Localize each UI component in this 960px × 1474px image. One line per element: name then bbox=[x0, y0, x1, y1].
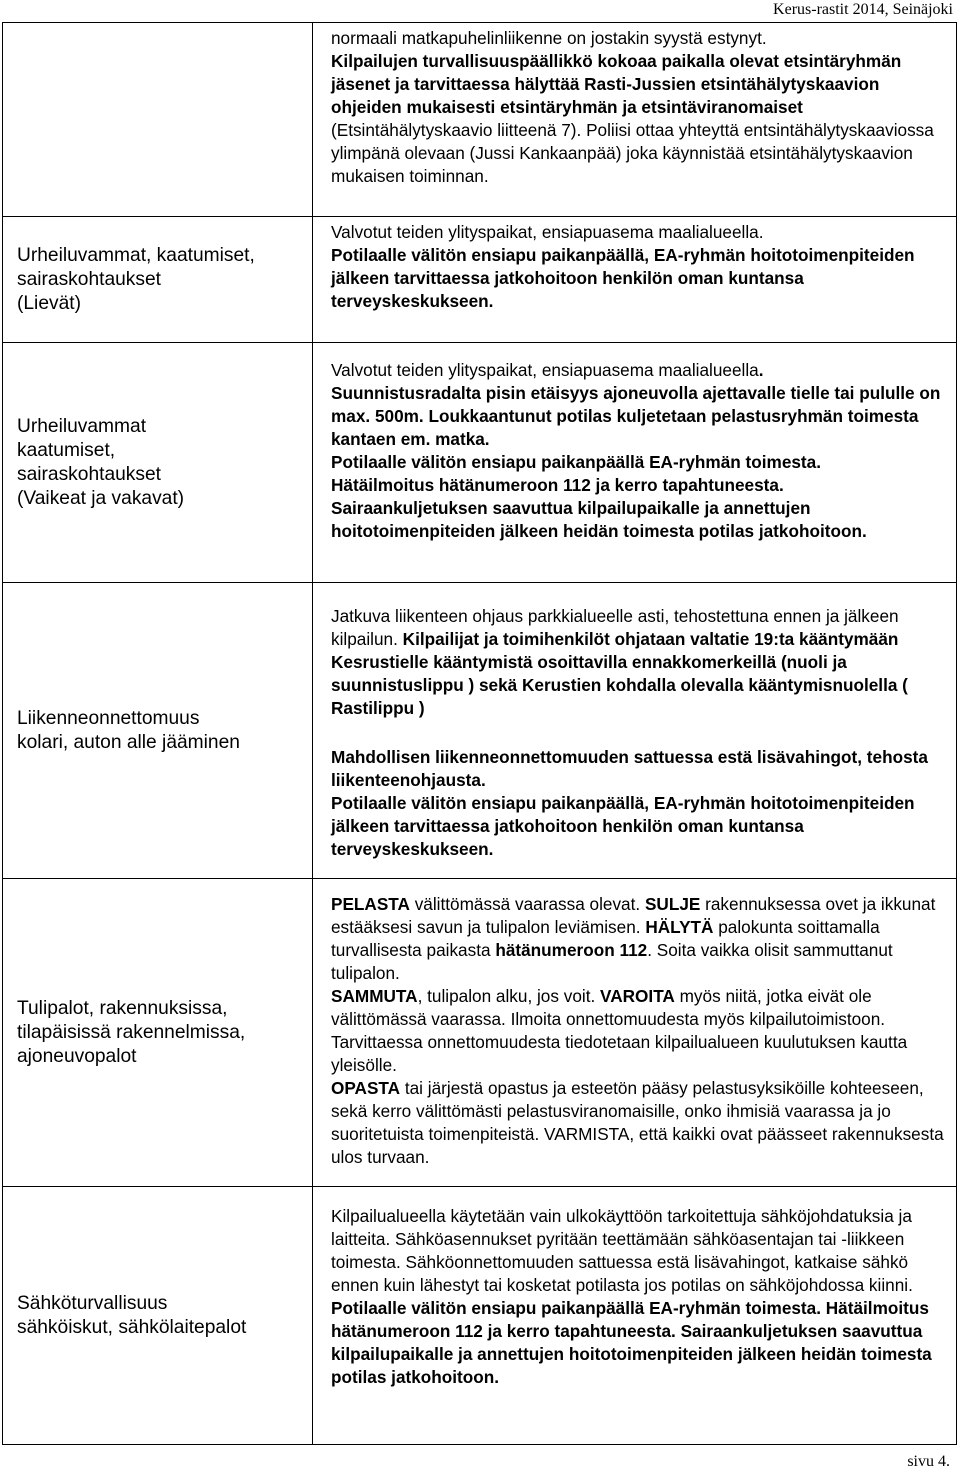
text-normal: normaali matkapuhelinliikenne on jostakin syystä estynyt. bbox=[331, 28, 767, 48]
row-label-cell bbox=[3, 583, 313, 879]
row-label-cell bbox=[3, 23, 313, 217]
row-label-line: kaatumiset, bbox=[17, 439, 116, 461]
text-bold: VAROITA bbox=[600, 986, 675, 1006]
text-normal: , tulipalon alku, jos voit. bbox=[417, 986, 601, 1006]
table-row-search bbox=[3, 23, 957, 217]
row-content-cell bbox=[313, 879, 957, 1187]
table-row-fire bbox=[3, 879, 957, 1187]
row-label bbox=[17, 997, 245, 1069]
row-label-line: Urheiluvammat bbox=[17, 415, 147, 437]
row-text-bold bbox=[331, 746, 946, 792]
row-label-line: ajoneuvopalot bbox=[17, 1045, 137, 1067]
text-bold: Potilaalle välitön ensiapu paikanpäällä EA-ryhmän toimesta. Hätäilmoitus hätänumeroon 112 ja kerro tapahtuneesta. Sairaankuljetuksen saavuttua kilpailupaikalle ja annettujen hoitotoimenpiteiden jälkeen heidän toimesta potilas jatkohoitoon. bbox=[331, 1298, 932, 1387]
text-bold: hätänumeroon 112 bbox=[495, 940, 648, 960]
row-label-cell bbox=[3, 879, 313, 1187]
row-label-line: Sähköturvallisuus bbox=[17, 1292, 168, 1314]
page-number: sivu 4. bbox=[907, 1453, 950, 1470]
row-label-line: sairaskohtaukset bbox=[17, 463, 161, 485]
row-label-line: sairaskohtaukset bbox=[17, 268, 161, 290]
text-normal: (Etsintähälytyskaavio liitteenä 7). Poliisi ottaa yhteyttä entsintähälytyskaaviossa ylimpänä olevaan (Jussi Kankaanpää) joka käynnistää etsintähälytyskaavion mukaisen toiminnan. bbox=[331, 120, 934, 186]
row-content-cell bbox=[313, 583, 957, 879]
row-text bbox=[331, 1205, 946, 1389]
text-normal: Kilpailualueella käytetään vain ulkokäyttöön tarkoitettuja sähköjohdatuksia ja laitteita. Sähköasennukset pyritään teettämään sähköasentajan tai -liikkeen toimesta. Sähköonnettomuuden sattuessa estä lisävahingot, katkaise sähkö ennen kuin lähestyt tai kosketat potilasta jos potilas on sähköjohdossa kiinni. bbox=[331, 1206, 913, 1295]
document-header: Kerus-rastit 2014, Seinäjoki bbox=[773, 1, 953, 18]
row-text-bold bbox=[331, 382, 946, 451]
text-bold: Potilaalle välitön ensiapu paikanpäällä, EA-ryhmän hoitotoimenpiteiden jälkeen tarvittaessa jatkohoitoon henkilön oman kuntansa terveyskeskukseen. bbox=[331, 793, 915, 859]
text-bold: PELASTA bbox=[331, 894, 410, 914]
text-bold: SULJE bbox=[644, 894, 701, 914]
text-normal: tai järjestä opastus ja esteetön pääsy pelastusyksiköille kohteeseen, sekä kerro välittömästi pelastusviranomaisille, onko ihmisiä vaarassa ja jo suoritetuista toimenpiteistä. VARMISTA, että kaikki ovat päässeet rakennuksesta ulos turvaan. bbox=[331, 1078, 944, 1167]
row-label-cell bbox=[3, 1187, 313, 1445]
text-bold: Mahdollisen liikenneonnettomuuden sattuessa estä lisävahingot, tehosta liikenteenohjausta. bbox=[331, 747, 928, 790]
row-label-line: (Vaikeat ja vakavat) bbox=[17, 487, 185, 509]
text-bold: Kilpailujen turvallisuuspäällikkö kokoaa paikalla olevat etsintäryhmän jäsenet ja tarvittaessa hälyttää Rasti-Jussien etsintähälytyskaavion ohjeiden mukaisesti etsintäryhmän ja etsintäviranomaiset bbox=[331, 51, 902, 117]
row-label-line: Urheiluvammat, kaatumiset, bbox=[17, 244, 255, 266]
row-text-bold bbox=[331, 792, 946, 861]
row-text-bold bbox=[331, 497, 946, 543]
row-label-cell bbox=[3, 343, 313, 583]
text-normal: rakennuksessa ovet ja ikkunat estääksesi savun ja tulipalon leviämisen. bbox=[331, 894, 936, 937]
safety-table bbox=[2, 22, 957, 1445]
row-text bbox=[331, 1077, 946, 1169]
row-label-cell bbox=[3, 217, 313, 343]
text-bold: Potilaalle välitön ensiapu paikanpäällä EA-ryhmän toimesta. bbox=[331, 452, 821, 472]
row-content-cell bbox=[313, 1187, 957, 1445]
row-label bbox=[17, 244, 255, 316]
row-label bbox=[17, 415, 184, 511]
text-normal: Valvotut teiden ylityspaikat, ensiapuasema maalialueella bbox=[331, 360, 759, 380]
text-bold: Sairaankuljetuksen saavuttua kilpailupaikalle ja annettujen hoitotoimenpiteiden jälkeen heidän toimesta potilas jatkohoitoon. bbox=[331, 498, 867, 541]
text-bold: HÄLYTÄ bbox=[645, 917, 714, 937]
row-text bbox=[331, 893, 946, 985]
row-content-cell bbox=[313, 217, 957, 343]
row-text bbox=[331, 985, 946, 1077]
row-text: Valvotut teiden ylityspaikat, ensiapuasema maalialueella. bbox=[331, 222, 764, 242]
row-label-line: Tulipalot, rakennuksissa, bbox=[17, 997, 228, 1019]
row-label bbox=[17, 1292, 246, 1340]
text-bold: Hätäilmoitus hätänumeroon 112 ja kerro tapahtuneesta. bbox=[331, 475, 784, 495]
row-text-bold bbox=[331, 474, 946, 497]
text-normal: myös niitä, jotka eivät ole välittömässä vaarassa. Ilmoita onnettomuudesta myös kilpailutoimistoon. Tarvittaessa onnettomuudesta tiedotetaan kilpailualueen kuulutuksen kautta yleisölle. bbox=[331, 986, 908, 1075]
row-label-line: Liikenneonnettomuus bbox=[17, 707, 200, 729]
row-text bbox=[331, 605, 946, 720]
text-bold: Suunnistusradalta pisin etäisyys ajoneuvolla ajettavalle tielle tai pululle on max. 500m. Loukkaantunut potilas kuljetetaan pelastusryhmän toimesta kantaen em. matka. bbox=[331, 383, 941, 449]
row-label-line: sähköiskut, sähkölaitepalot bbox=[17, 1316, 247, 1338]
text-normal: . Soita vaikka olisit sammuttanut tulipalon. bbox=[331, 940, 893, 983]
text-bold: . bbox=[758, 360, 764, 380]
table-row-electrical-safety bbox=[3, 1187, 957, 1445]
text-normal: Jatkuva liikenteen ohjaus parkkialueelle asti, tehostettuna ennen ja jälkeen kilpailun. bbox=[331, 606, 899, 649]
text-bold: Kilpailijat ja toimihenkilöt ohjataan valtatie 19:ta kääntymään Kesrustielle kääntymistä osoittavilla ennakkomerkeillä (nuoli ja suunnistuslippu ) sekä Kerustien kohdalla olevalla kääntymisnuolella ( Rastilippu ) bbox=[331, 629, 908, 718]
text-normal: välittömässä vaarassa olevat. bbox=[409, 894, 645, 914]
row-text bbox=[331, 27, 946, 188]
table-row-traffic-accident bbox=[3, 583, 957, 879]
table-row-severe-injuries bbox=[3, 343, 957, 583]
row-content-cell bbox=[313, 343, 957, 583]
row-label-line: kolari, auton alle jääminen bbox=[17, 731, 240, 753]
row-label bbox=[17, 707, 240, 755]
row-label-line: tilapäisissä rakennelmissa, bbox=[17, 1021, 246, 1043]
row-text-bold bbox=[331, 451, 946, 474]
row-content-cell bbox=[313, 23, 957, 217]
text-bold: OPASTA bbox=[331, 1078, 401, 1098]
table-row-minor-injuries bbox=[3, 217, 957, 343]
row-label-line: (Lievät) bbox=[17, 292, 81, 314]
text-bold: SAMMUTA bbox=[331, 986, 418, 1006]
row-text bbox=[331, 359, 946, 382]
text-normal: palokunta soittamalla turvallisesta paikasta bbox=[331, 917, 880, 960]
spacer bbox=[331, 720, 946, 746]
row-text-bold bbox=[331, 244, 946, 313]
text-bold: Potilaalle välitön ensiapu paikanpäällä, EA-ryhmän hoitotoimenpiteiden jälkeen tarvittaessa jatkohoitoon henkilön oman kuntansa terveyskeskukseen. bbox=[331, 245, 915, 311]
